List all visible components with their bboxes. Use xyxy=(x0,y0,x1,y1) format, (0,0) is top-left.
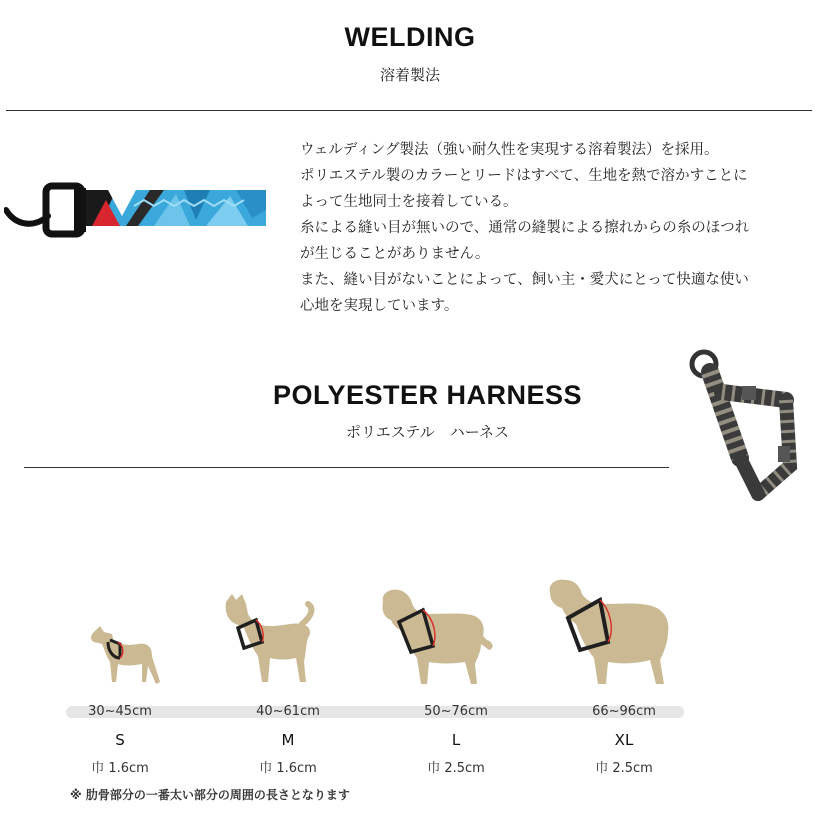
welding-line: 心地を実現しています。 xyxy=(300,298,459,314)
welding-line: また、縫い目がないことによって、飼い主・愛犬にとって快適な使い xyxy=(300,272,749,288)
size-label-s: S xyxy=(115,731,125,749)
harness-title: POLYESTER HARNESS xyxy=(272,380,583,410)
strap-width-l: 巾 2.5cm xyxy=(427,761,485,776)
strap-width-xl: 巾 2.5cm xyxy=(595,761,653,776)
dog-size-m xyxy=(222,592,318,688)
strap-width-m: 巾 1.6cm xyxy=(259,761,317,776)
harness-subtitle: ポリエステル ハーネス xyxy=(346,423,509,441)
size-range-m: 40~61cm xyxy=(256,704,320,719)
size-label-l: L xyxy=(451,731,461,749)
welding-subtitle: 溶着製法 xyxy=(379,66,440,84)
welding-divider xyxy=(6,110,812,111)
size-range-s: 30~45cm xyxy=(88,704,152,719)
welding-description xyxy=(300,137,805,319)
leash-image xyxy=(4,176,266,246)
harness-divider xyxy=(24,467,669,468)
dog-size-xl xyxy=(546,578,672,688)
welding-line: ウェルディング製法（強い耐久性を実現する溶着製法）を採用。 xyxy=(300,142,719,158)
dog-size-s xyxy=(86,622,164,688)
welding-line: が生じることがありません。 xyxy=(300,246,490,262)
welding-title: WELDING xyxy=(344,22,476,52)
harness-product-image xyxy=(682,346,802,502)
size-label-m: M xyxy=(281,731,295,749)
size-footnote: ※ 肋骨部分の一番太い部分の周囲の長さとなります xyxy=(70,788,350,802)
welding-line: ポリエステル製のカラーとリードはすべて、生地を熱で溶かすことに xyxy=(300,168,748,184)
size-range-l: 50~76cm xyxy=(424,704,488,719)
welding-line: 糸による縫い目が無いので、通常の縫製による擦れからの糸のほつれ xyxy=(300,220,750,236)
welding-line: よって生地同士を接着している。 xyxy=(300,194,518,210)
strap-width-s: 巾 1.6cm xyxy=(91,761,149,776)
size-label-xl: XL xyxy=(614,731,634,749)
size-range-xl: 66~96cm xyxy=(592,704,656,719)
dog-size-l xyxy=(377,586,497,688)
